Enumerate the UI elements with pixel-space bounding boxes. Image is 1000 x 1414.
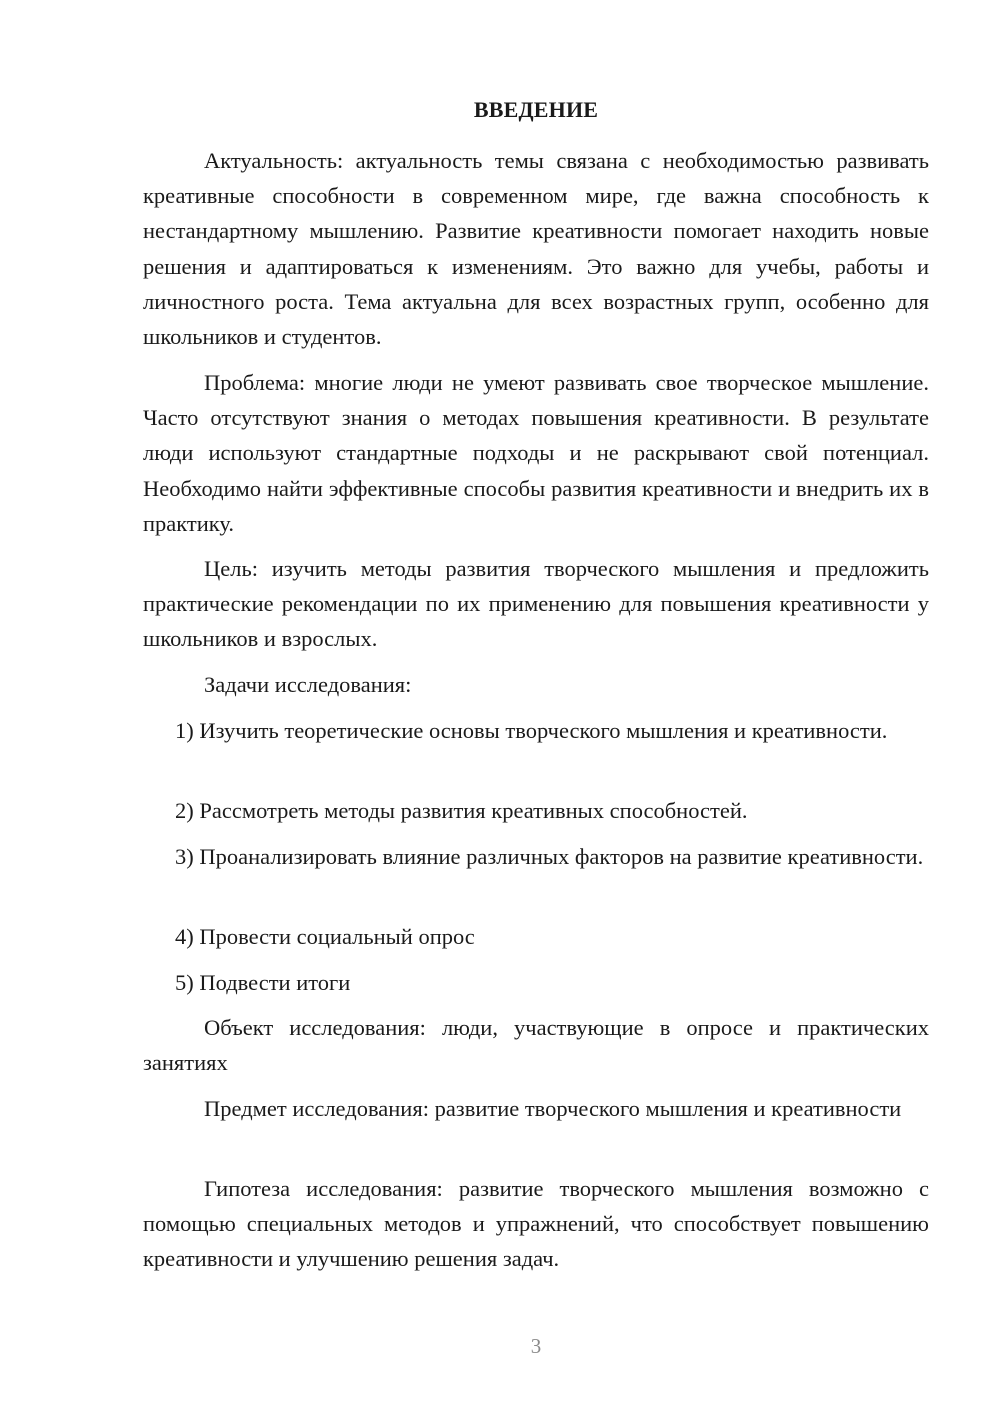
task-item: 1) Изучить теоретические основы творческого мышления и креативности. xyxy=(175,718,888,743)
relevance-paragraph: Актуальность: актуальность темы связана с необходимостью развивать креативные способности в современном мире, где важна способность к нестандартному мышлению. Развитие креативности помогает находить новые решения и адаптироваться к изменениям. Это важно для учебы, работы и личностного роста. Тема актуальна для всех возрастных групп, особенно для школьников и студентов. xyxy=(143,148,929,350)
goal-paragraph: Цель: изучить методы развития творческого мышления и предложить практические рекомендации по их применению для повышения креативности у школьников и взрослых. xyxy=(143,556,929,652)
task-item: 5) Подвести итоги xyxy=(175,970,351,995)
section-title: ВВЕДЕНИЕ xyxy=(473,97,599,122)
tasks-heading: Задачи исследования: xyxy=(204,672,412,697)
task-item: 2) Рассмотреть методы развития креативных способностей. xyxy=(175,798,748,823)
page-number: 3 xyxy=(530,1334,542,1358)
object-paragraph: Объект исследования: люди, участвующие в опросе и практических занятиях xyxy=(143,1015,929,1076)
hypothesis-paragraph: Гипотеза исследования: развитие творческого мышления возможно с помощью специальных методов и упражнений, что способствует повышению креативности и улучшению решения задач. xyxy=(143,1176,929,1272)
task-item: 3) Проанализировать влияние различных факторов на развитие креативности. xyxy=(175,844,924,869)
subject-paragraph: Предмет исследования: развитие творческого мышления и креативности xyxy=(204,1096,902,1121)
problem-paragraph: Проблема: многие люди не умеют развивать свое творческое мышление. Часто отсутствуют знания о методах повышения креативности. В результате люди используют стандартные подходы и не раскрывают свой потенциал. Необходимо найти эффективные способы развития креативности и внедрить их в практику. xyxy=(143,370,929,536)
task-item: 4) Провести социальный опрос xyxy=(175,924,475,949)
